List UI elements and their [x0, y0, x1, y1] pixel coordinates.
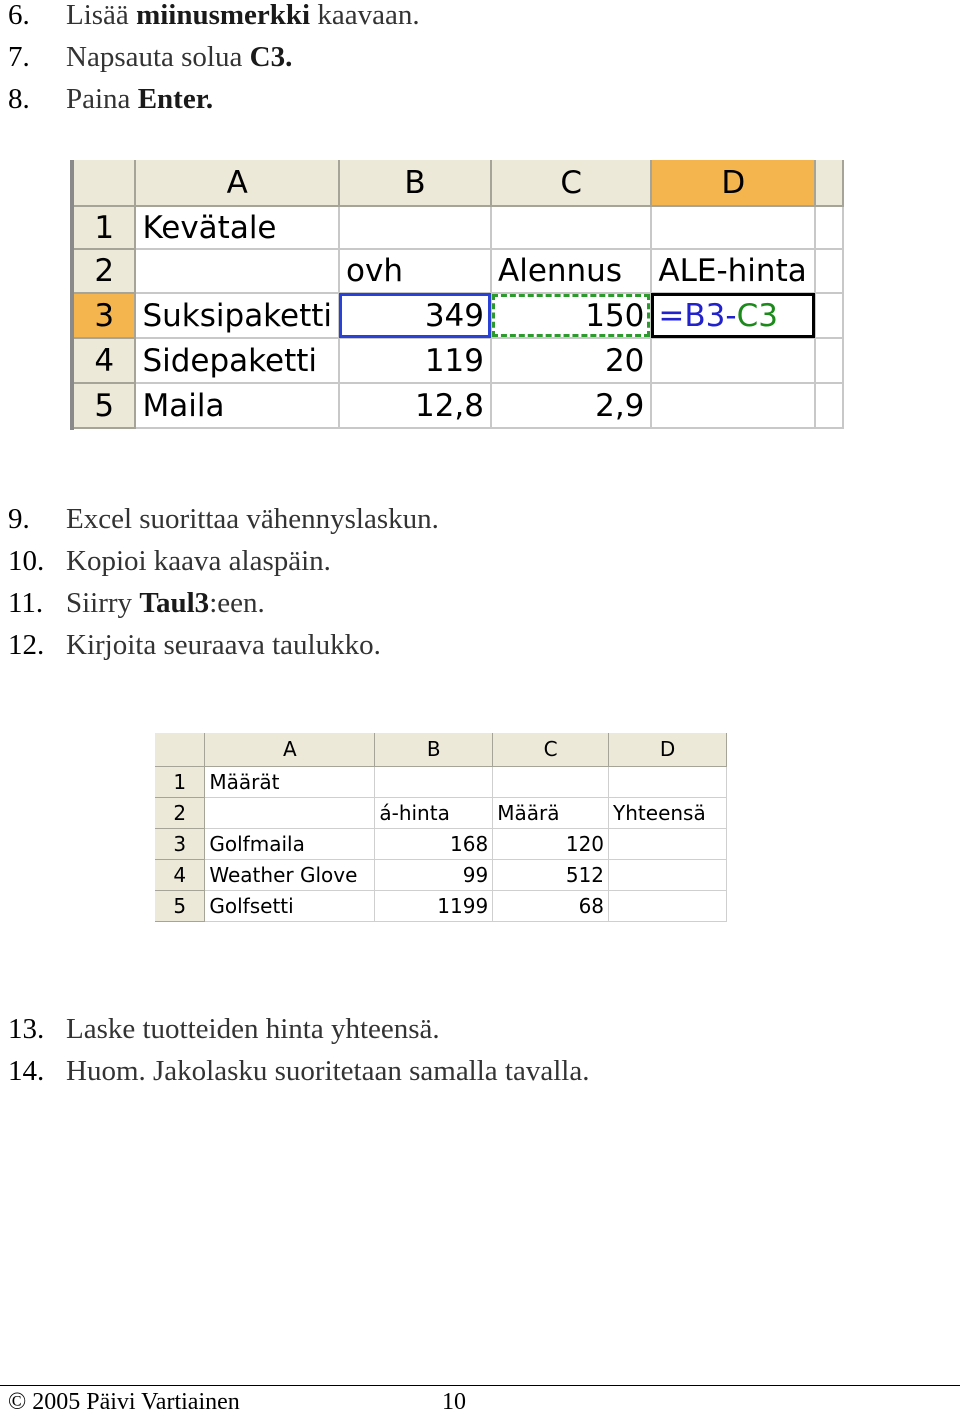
cell-b4[interactable]: 99 — [375, 859, 493, 890]
step-7 — [8, 36, 420, 78]
cell-d2[interactable]: Yhteensä — [609, 797, 727, 828]
footer-author: 2005 Päivi Vartiainen — [26, 1389, 240, 1415]
step-9 — [8, 498, 439, 540]
step-text: Napsauta solua — [66, 41, 250, 73]
table-row — [155, 828, 727, 859]
step-text-end: :een. — [209, 587, 265, 619]
page-footer — [8, 1388, 466, 1416]
cell-a4[interactable]: Weather Glove — [205, 859, 375, 890]
column-header-b[interactable]: B — [339, 160, 491, 206]
step-bold-text: C3. — [249, 41, 293, 73]
step-text: Excel suorittaa vähennyslaskun. — [66, 503, 439, 535]
instruction-list-top — [8, 0, 420, 120]
cell-a5[interactable]: Maila — [135, 383, 339, 428]
row-header[interactable]: 2 — [74, 249, 135, 293]
cell-a3[interactable]: Suksipaketti — [135, 293, 339, 338]
row-header[interactable]: 3 — [74, 293, 135, 338]
cell-b5[interactable]: 1199 — [375, 890, 493, 921]
cell-c4[interactable]: 20 — [491, 338, 651, 383]
cell-d1[interactable] — [651, 206, 815, 249]
cell-c3[interactable]: 150 — [491, 293, 651, 338]
cell-c2[interactable]: Alennus — [491, 249, 651, 293]
step-number: 12. — [8, 629, 45, 661]
cell-d5[interactable] — [609, 890, 727, 921]
step-number: 11. — [8, 587, 44, 619]
cell-e4[interactable] — [815, 338, 843, 383]
cell-d1[interactable] — [609, 766, 727, 797]
cell-e2[interactable] — [815, 249, 843, 293]
cell-d4[interactable] — [651, 338, 815, 383]
table-row — [155, 890, 727, 921]
cell-c5[interactable]: 2,9 — [491, 383, 651, 428]
step-12 — [8, 624, 439, 666]
page-number: 10 — [442, 1389, 466, 1415]
cell-d2[interactable]: ALE-hinta — [651, 249, 815, 293]
spreadsheet-screenshot-table — [155, 733, 727, 926]
cell-b3[interactable]: 168 — [375, 828, 493, 859]
row-header[interactable]: 4 — [74, 338, 135, 383]
step-text: Kopioi kaava alaspäin. — [66, 545, 331, 577]
step-text: Paina — [66, 83, 138, 115]
column-header-c[interactable]: C — [493, 733, 609, 766]
step-10 — [8, 540, 439, 582]
column-header-a[interactable]: A — [135, 160, 339, 206]
cell-e5[interactable] — [815, 383, 843, 428]
step-number: 10. — [8, 545, 45, 577]
cell-c4[interactable]: 512 — [493, 859, 609, 890]
cell-a1[interactable]: Määrät — [205, 766, 375, 797]
cell-e1[interactable] — [815, 206, 843, 249]
row-header[interactable]: 1 — [155, 766, 205, 797]
cell-c2[interactable]: Määrä — [493, 797, 609, 828]
table-row — [74, 383, 843, 428]
step-number: 13. — [8, 1013, 45, 1045]
cell-a3[interactable]: Golfmaila — [205, 828, 375, 859]
cell-d3-formula[interactable] — [651, 293, 815, 338]
cell-a2[interactable] — [205, 797, 375, 828]
step-11 — [8, 582, 439, 624]
formula-reference-c3: C3 — [736, 297, 778, 334]
row-header[interactable]: 5 — [155, 890, 205, 921]
step-number: 7. — [8, 41, 30, 73]
spreadsheet-screenshot-formula — [70, 160, 844, 430]
table-row — [74, 206, 843, 249]
cell-b2[interactable]: á-hinta — [375, 797, 493, 828]
cell-b2[interactable]: ovh — [339, 249, 491, 293]
step-14 — [8, 1050, 589, 1092]
column-header-c[interactable]: C — [491, 160, 651, 206]
row-header[interactable]: 5 — [74, 383, 135, 428]
cell-d4[interactable] — [609, 859, 727, 890]
cell-c5[interactable]: 68 — [493, 890, 609, 921]
copyright-symbol: © — [8, 1389, 27, 1415]
cell-a1[interactable]: Kevätale — [135, 206, 339, 249]
formula-text: =B3- — [658, 297, 737, 334]
cell-a5[interactable]: Golfsetti — [205, 890, 375, 921]
step-bold-text: Taul3 — [139, 587, 210, 619]
cell-a2[interactable] — [135, 249, 339, 293]
table-row — [155, 797, 727, 828]
footer-divider — [0, 1385, 960, 1386]
row-header[interactable]: 3 — [155, 828, 205, 859]
cell-a4[interactable]: Sidepaketti — [135, 338, 339, 383]
cell-c1[interactable] — [493, 766, 609, 797]
cell-d5[interactable] — [651, 383, 815, 428]
cell-b3[interactable]: 349 — [339, 293, 491, 338]
step-text: Kirjoita seuraava taulukko. — [66, 629, 381, 661]
step-bold-text: Enter. — [137, 83, 214, 115]
step-8 — [8, 78, 420, 120]
table-row — [155, 859, 727, 890]
step-number: 6. — [8, 0, 30, 31]
table-row — [74, 249, 843, 293]
step-text-end: kaavaan. — [310, 0, 420, 31]
column-header-a[interactable]: A — [205, 733, 375, 766]
table-row — [74, 338, 843, 383]
corner-cell[interactable] — [74, 160, 135, 206]
cell-c3[interactable]: 120 — [493, 828, 609, 859]
table-row — [74, 293, 843, 338]
cell-e3[interactable] — [815, 293, 843, 338]
cell-b5[interactable]: 12,8 — [339, 383, 491, 428]
step-number: 14. — [8, 1055, 45, 1087]
step-text: Laske tuotteiden hinta yhteensä. — [66, 1013, 440, 1045]
cell-b4[interactable]: 119 — [339, 338, 491, 383]
cell-c1[interactable] — [491, 206, 651, 249]
step-number: 8. — [8, 83, 30, 115]
step-13 — [8, 1008, 589, 1050]
cell-b1[interactable] — [375, 766, 493, 797]
column-header-e[interactable] — [815, 160, 843, 206]
cell-d3[interactable] — [609, 828, 727, 859]
instruction-list-middle — [8, 498, 439, 666]
step-number: 9. — [8, 503, 30, 535]
row-header[interactable]: 2 — [155, 797, 205, 828]
step-6 — [8, 0, 420, 36]
step-text: Huom. Jakolasku suoritetaan samalla tavalla. — [66, 1055, 590, 1087]
column-header-b[interactable]: B — [375, 733, 493, 766]
cell-b1[interactable] — [339, 206, 491, 249]
row-header[interactable]: 4 — [155, 859, 205, 890]
step-text: Lisää — [66, 0, 137, 31]
step-bold-text: miinusmerkki — [136, 0, 311, 31]
table-row — [155, 766, 727, 797]
corner-cell[interactable] — [155, 733, 205, 766]
instruction-list-bottom — [8, 1008, 589, 1092]
column-header-d[interactable]: D — [651, 160, 815, 206]
step-text: Siirry — [66, 587, 140, 619]
column-header-d[interactable]: D — [609, 733, 727, 766]
row-header[interactable]: 1 — [74, 206, 135, 249]
